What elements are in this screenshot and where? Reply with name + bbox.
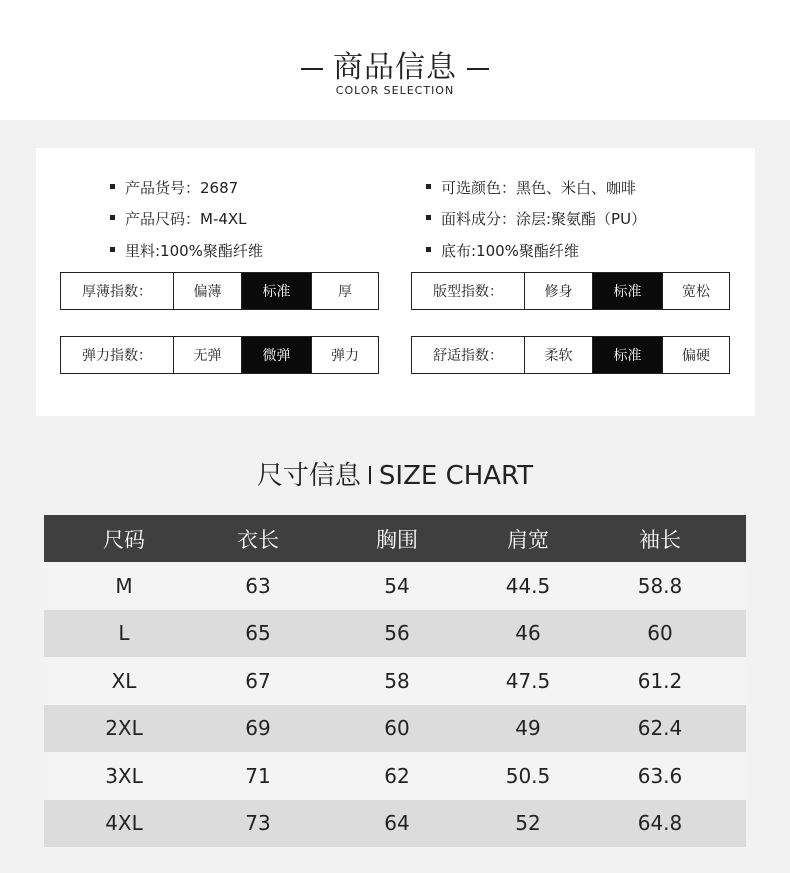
table-cell: 62.4 [637,716,683,741]
title-divider [369,466,371,484]
size-chart-title [0,455,790,492]
scale-option: 偏薄 [173,273,241,309]
table-cell: 50.5 [505,763,551,788]
title-dash-left [301,68,323,70]
table-row [44,752,746,800]
page-title [0,42,790,86]
scale-option-selected: 标准 [241,273,311,309]
header-cell: 尺码 [103,527,145,552]
table-cell: 73 [245,811,271,836]
table-cell: 60 [647,621,673,646]
table-cell: 60 [384,716,410,741]
table-cell: 46 [515,621,541,646]
table-cell: 54 [384,573,410,598]
scale-option: 修身 [524,273,592,309]
header-cell: 胸围 [376,527,418,552]
scale-comfort [411,336,730,374]
bullet-icon [426,184,431,189]
bullet-icon [110,184,115,189]
scale-elasticity [60,336,379,374]
table-cell: 58 [384,668,410,693]
table-cell: 63 [245,573,271,598]
header-cell: 袖长 [639,527,681,552]
table-cell: L [118,621,130,646]
table-cell: 4XL [105,811,143,836]
attr-text: 面料成分：涂层:聚氨酯（PU） [441,210,647,228]
scale-option: 宽松 [662,273,729,309]
scale-thickness [60,272,379,310]
scale-option: 无弹 [173,337,241,373]
page-title-text: 商品信息 [333,50,457,85]
title-dash-right [467,68,489,70]
table-cell: 47.5 [505,668,551,693]
attr-text: 里料:100%聚酯纤维 [125,242,263,260]
scale-option-selected: 微弹 [241,337,311,373]
size-chart-title-cn: 尺寸信息 [256,461,361,491]
attr-text: 产品尺码：M-4XL [125,210,247,228]
table-cell: M [115,573,133,598]
header-section [0,0,790,120]
table-row [44,657,746,705]
attr-text: 可选颜色：黑色、米白、咖啡 [441,179,637,197]
scale-option-selected: 标准 [592,337,662,373]
attr-lining [110,240,263,261]
scale-option: 弹力 [311,337,378,373]
header-cell: 衣长 [237,527,279,552]
table-cell: 64.8 [637,811,683,836]
table-header [44,515,746,562]
table-cell: 65 [245,621,271,646]
bullet-icon [426,215,431,220]
bullet-icon [426,247,431,252]
table-cell: 69 [245,716,271,741]
table-row [44,705,746,753]
table-cell: 52 [515,811,541,836]
attr-text: 底布:100%聚酯纤维 [441,242,579,260]
table-cell: 64 [384,811,410,836]
scale-label: 版型指数： [433,284,503,300]
bullet-icon [110,215,115,220]
table-cell: 58.8 [637,573,683,598]
table-cell: 62 [384,763,410,788]
product-info-card [36,148,755,416]
attr-colors [426,177,636,198]
table-row [44,610,746,658]
header-cell: 肩宽 [507,527,549,552]
table-cell: 67 [245,668,271,693]
table-cell: 2XL [105,716,143,741]
attr-base-fabric [426,240,579,261]
table-cell: 44.5 [505,573,551,598]
attr-size-range [110,208,247,229]
scale-label: 厚薄指数： [82,284,152,300]
size-chart-title-en: SIZE CHART [378,461,534,491]
scale-option: 厚 [311,273,378,309]
scale-fit [411,272,730,310]
scale-label: 弹力指数： [82,348,152,364]
table-row [44,800,746,848]
scale-option-selected: 标准 [592,273,662,309]
attr-fabric [426,208,646,229]
size-chart-table [44,515,746,847]
scale-option: 偏硬 [662,337,729,373]
table-cell: 71 [245,763,271,788]
table-cell: 3XL [105,763,143,788]
table-cell: 49 [515,716,541,741]
table-cell: 63.6 [637,763,683,788]
table-cell: 56 [384,621,410,646]
table-cell: XL [111,668,137,693]
table-row [44,562,746,610]
table-cell: 61.2 [637,668,683,693]
scale-label: 舒适指数： [433,348,503,364]
bullet-icon [110,247,115,252]
attr-text: 产品货号：2687 [125,179,239,197]
attr-item-number [110,177,238,198]
page-subtitle: COLOR SELECTION [335,84,455,97]
scale-option: 柔软 [524,337,592,373]
